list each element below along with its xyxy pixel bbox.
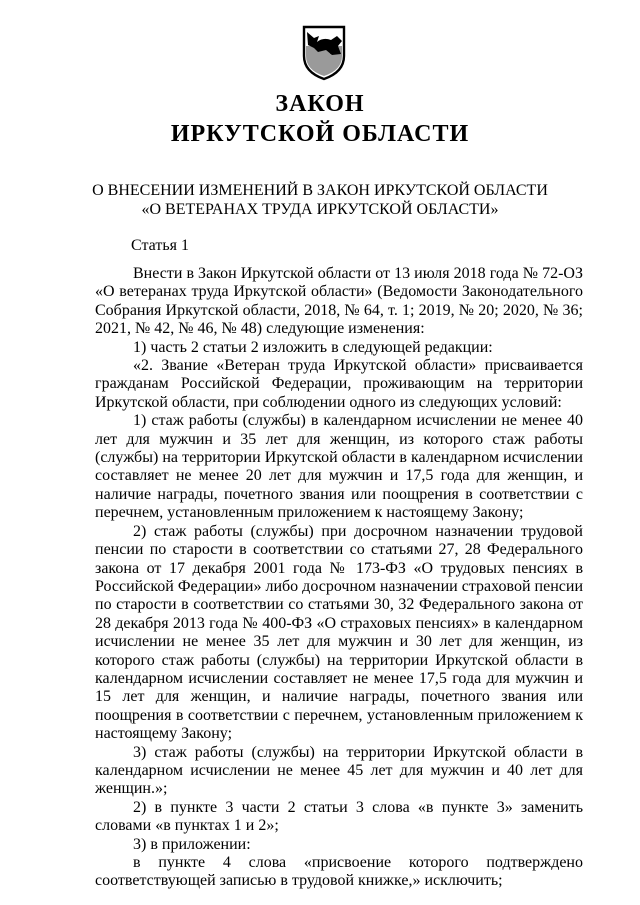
paragraph-intro: Внести в Закон Иркутской области от 13 июля 2018 года № 72-ОЗ «О ветеранах труда Иркутской области» (Ведомости Законодательного Собрания Иркутской области, 2018, № 64, т. 1; 2019, № 20; 2020, № 36; 2021, № 42, № 46, № 48) следующие изменения: (95, 265, 583, 338)
paragraph-condition-3: 3) стаж работы (службы) на территории Иркутской области в календарном исчислении не менее 45 лет для мужчин и 40 лет для женщин.»; (95, 743, 583, 798)
document-type-title: ЗАКОН (275, 91, 365, 117)
coat-of-arms-icon (301, 24, 347, 82)
paragraph-item-1: 1) часть 2 статьи 2 изложить в следующей редакции: (133, 338, 493, 356)
law-subtitle-line-1: О ВНЕСЕНИИ ИЗМЕНЕНИЙ В ЗАКОН ИРКУТСКОЙ ОБЛАСТИ (92, 182, 548, 199)
law-subtitle-line-2: «О ВЕТЕРАНАХ ТРУДА ИРКУТСКОЙ ОБЛАСТИ» (141, 201, 499, 218)
article-body (95, 265, 583, 891)
paragraph-new-wording: «2. Звание «Ветеран труда Иркутской области» присваивается гражданам Российской Федерации, проживающим на территории Иркутской области, при соблюдении одного из следующих условий: (95, 357, 583, 411)
paragraph-annex-point-4: в пункте 4 слова «присвоение которого подтверждено соответствующей записью в трудовой книжке,» исключить; (95, 854, 583, 890)
paragraph-item-2: 2) в пункте 3 части 2 статьи 3 слова «в пункте 3» заменить словами «в пунктах 1 и 2»; (95, 798, 583, 835)
paragraph-condition-2: 2) стаж работы (службы) при досрочном назначении трудовой пенсии по старости в соответствии со статьями 27, 28 Федерального закона от 17 декабря 2001 года № 173-ФЗ «О трудовых пенсиях в Российской Федерации» либо досрочном назначении страховой пенсии по старости в соответствии со статьями 30, 32 Федерального закона от 28 декабря 2013 года № 400-ФЗ «О страховых пенсиях» в календарном исчислении не менее 35 лет для мужчин и 30 лет для женщин, из которого стаж работы (службы) на территории Иркутской области в календарном исчислении составляет не менее 17,5 года для мужчин и 15 лет для женщин, и наличие награды, почетного звания или поощрения в соответствии с перечнем, установленным приложением к настоящему Закону; (95, 522, 583, 743)
paragraph-item-3: 3) в приложении: (133, 835, 251, 853)
article-heading: Статья 1 (131, 237, 189, 254)
region-title: ИРКУТСКОЙ ОБЛАСТИ (170, 121, 470, 147)
paragraph-condition-1: 1) стаж работы (службы) в календарном исчислении не менее 40 лет для мужчин и 35 лет для женщин, из которого стаж работы (службы) на территории Иркутской области в календарном исчислении составляет не менее 20 лет для мужчин и 17,5 года для женщин, и наличие награды, почетного звания или поощрения в соответствии с перечнем, установленным приложением к настоящему Закону; (95, 412, 583, 522)
